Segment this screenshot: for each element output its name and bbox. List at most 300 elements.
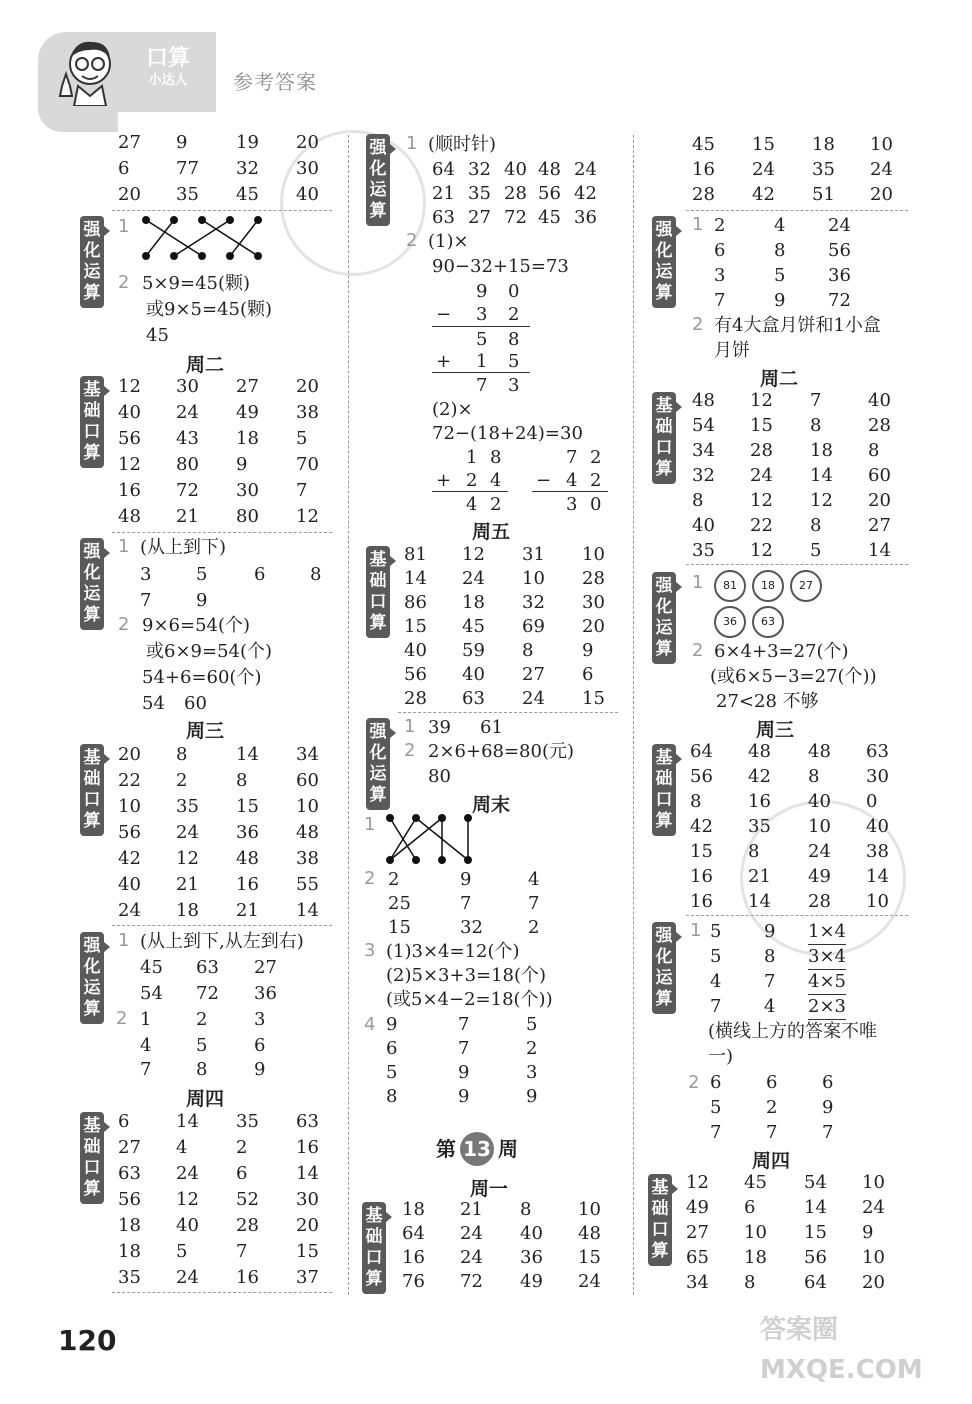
answer-cell: 7 <box>458 1038 470 1059</box>
answer-cell: 72 <box>196 983 219 1004</box>
answer-cell: 10 <box>578 1199 601 1220</box>
answer-cell: 2 <box>196 1009 208 1030</box>
answer-cell: 32 <box>460 917 483 938</box>
answer-cell: 12 <box>176 1189 199 1210</box>
answer-cell: 15 <box>404 616 427 637</box>
answer-cell: 5 <box>196 564 208 585</box>
section-divider <box>112 1292 332 1293</box>
answer-cell: 16 <box>690 891 713 912</box>
answer-cell: 56 <box>538 183 561 204</box>
answer-cell: 7 <box>528 893 540 914</box>
section-divider <box>398 712 618 713</box>
answer-cell: 2 <box>466 470 478 491</box>
answer-cell: 18 <box>744 1247 767 1268</box>
answer-cell: 24 <box>176 1163 199 1184</box>
answer-cell: 7 <box>766 1122 778 1143</box>
answer-cell: 7 <box>764 971 776 992</box>
answer-cell: 6 <box>710 1072 722 1093</box>
answer-cell: 2 <box>766 1097 778 1118</box>
answer-cell: 5 <box>196 1035 208 1056</box>
answer-cell: 8 <box>176 744 188 765</box>
answer-cell: 45 <box>140 957 163 978</box>
answer-cell: 6 <box>582 664 594 685</box>
answer-cell: 18 <box>810 440 833 461</box>
answer-cell: 56 <box>118 822 141 843</box>
answer-cell: 7 <box>460 893 472 914</box>
week-number-circle: 13 <box>460 1132 494 1166</box>
matching-lines-diagram <box>140 214 270 264</box>
answer-cell: 45 <box>692 134 715 155</box>
answer-cell: 7 <box>236 1241 248 1262</box>
answer-cell: 5 <box>710 946 722 967</box>
answer-cell: 48 <box>808 741 831 762</box>
section-divider <box>112 532 332 533</box>
answer-cell: 63 <box>432 207 455 228</box>
answer-cell: 20 <box>582 616 605 637</box>
answer-cell: 36 <box>254 983 277 1004</box>
answer-cell: 6 <box>118 1111 130 1132</box>
answer-cell: 72 <box>828 290 851 311</box>
answer-cell: 48 <box>748 741 771 762</box>
answer-cell: 81 <box>404 544 427 565</box>
answer-cell: 21 <box>176 874 199 895</box>
answer-cell: 40 <box>118 402 141 423</box>
answer-cell: 35 <box>236 1111 259 1132</box>
answer-cell: 2 <box>236 1137 248 1158</box>
question-number: 2 <box>692 314 704 335</box>
answer-cell: 3 <box>526 1062 538 1083</box>
answer-cell: 56 <box>118 1189 141 1210</box>
answer-cell: 20 <box>118 744 141 765</box>
answer-cell: 56 <box>404 664 427 685</box>
answer-cell: 2 <box>714 215 726 236</box>
answer-cell: 42 <box>574 183 597 204</box>
answer-cell: 5 <box>386 1062 398 1083</box>
answer-cell: 28 <box>868 415 891 436</box>
answer-cell: 40 <box>866 816 889 837</box>
day-heading: 周三 <box>186 720 225 742</box>
day-heading: 周三 <box>756 719 795 741</box>
answer-cell: 9 <box>774 290 786 311</box>
answer-line: (或6×5−3=27(个)) <box>710 666 877 687</box>
answer-cell: 10 <box>296 796 319 817</box>
answer-cell: 9 <box>458 1062 470 1083</box>
answer-line: 54+6=60(个) <box>142 667 262 688</box>
answer-cell: 27 <box>868 515 891 536</box>
answer-cell: 16 <box>118 480 141 501</box>
answer-cell: 45 <box>744 1172 767 1193</box>
answer-cell: 45 <box>538 207 561 228</box>
answer-cell: 10 <box>118 796 141 817</box>
answer-line: 45 <box>146 325 169 346</box>
answer-note: 一) <box>708 1046 734 1067</box>
answer-cell: 4 <box>140 1035 152 1056</box>
answer-cell: 49 <box>808 866 831 887</box>
answer-cell: 7 <box>710 996 722 1017</box>
answer-cell: 8 <box>774 240 786 261</box>
answer-cell: 34 <box>692 440 715 461</box>
answer-line: 6×4+3=27(个) <box>714 641 849 662</box>
answer-cell: 15 <box>804 1222 827 1243</box>
answer-cell: 16 <box>402 1247 425 1268</box>
answer-cell: 48 <box>578 1223 601 1244</box>
section-divider <box>686 210 908 211</box>
answer-cell: 8 <box>310 564 322 585</box>
answer-cell: 24 <box>574 159 597 180</box>
answer-cell: 27 <box>686 1222 709 1243</box>
question-number: 1 <box>404 716 416 737</box>
answer-cell: 27 <box>522 664 545 685</box>
answer-cell: 8 <box>810 415 822 436</box>
answer-cell: 5 <box>296 428 308 449</box>
answer-cell: 12 <box>686 1172 709 1193</box>
answer-cell: 5 <box>176 1241 188 1262</box>
answer-cell: 35 <box>118 1267 141 1288</box>
answer-cell: 60 <box>184 693 207 714</box>
answer-cell: 9 <box>822 1097 834 1118</box>
answer-cell: 72 <box>504 207 527 228</box>
section-divider <box>686 915 908 916</box>
brand-main: 口算 <box>145 46 190 71</box>
answer-line: 2×6+68=80(元) <box>428 741 575 762</box>
day-heading: 周一 <box>470 1178 509 1200</box>
answer-cell: 8 <box>692 490 704 511</box>
answer-cell: 24 <box>862 1197 885 1218</box>
answer-cell: 5 <box>526 1014 538 1035</box>
answer-cell: 76 <box>402 1271 425 1292</box>
answer-cell: 8 <box>490 447 502 468</box>
answer-cell: 12 <box>176 848 199 869</box>
day-heading: 周二 <box>760 368 799 390</box>
answer-cell: 56 <box>804 1247 827 1268</box>
question-number: 1 <box>692 214 704 235</box>
basic-label: 基 础 口 算 <box>648 1174 672 1266</box>
answer-cell: 24 <box>176 402 199 423</box>
question-number: 1 <box>692 572 704 593</box>
answer-cell: 45 <box>462 616 485 637</box>
answer-cell: 40 <box>520 1223 543 1244</box>
question-number: 2 <box>404 740 416 761</box>
section-divider <box>112 210 332 211</box>
answer-cell: 21 <box>748 866 771 887</box>
answer-cell: 6 <box>386 1038 398 1059</box>
question-number: 2 <box>406 230 418 251</box>
answer-cell: 35 <box>468 183 491 204</box>
answer-cell: 24 <box>828 215 851 236</box>
answer-cell: 36 <box>236 822 259 843</box>
answer-cell: 10 <box>582 544 605 565</box>
answer-cell: 42 <box>690 816 713 837</box>
answer-cell: 7 <box>140 1059 152 1080</box>
answer-cell: 30 <box>236 480 259 501</box>
answer-cell: 49 <box>520 1271 543 1292</box>
answer-cell: 64 <box>690 741 713 762</box>
answer-cell: 14 <box>868 540 891 561</box>
answer-cell: 3 <box>566 494 578 515</box>
answer-cell: 5 <box>810 540 822 561</box>
answer-cell: 15 <box>752 134 775 155</box>
answer-cell: 4×5 <box>808 970 846 995</box>
answer-cell: 9 <box>582 640 594 661</box>
answer-cell: 4 <box>528 869 540 890</box>
strengthen-label: 强 化 运 算 <box>652 216 676 308</box>
answer-cell: 35 <box>812 159 835 180</box>
answer-cell: 15 <box>690 841 713 862</box>
answer-cell: 63 <box>118 1163 141 1184</box>
answer-cell: 15 <box>236 796 259 817</box>
answer-cell: − <box>536 470 552 491</box>
answer-cell: 7 <box>810 390 822 411</box>
answer-cell: 8 <box>196 1059 208 1080</box>
answer-cell: 35 <box>692 540 715 561</box>
answer-cell: 48 <box>538 159 561 180</box>
answer-cell: 1 <box>466 447 478 468</box>
answer-cell: 36 <box>520 1247 543 1268</box>
answer-cell: 65 <box>686 1247 709 1268</box>
answer-cell: 15 <box>296 1241 319 1262</box>
answer-cell: 48 <box>236 848 259 869</box>
answer-cell: 48 <box>118 506 141 527</box>
answer-cell: 40 <box>462 664 485 685</box>
answer-cell: 64 <box>402 1223 425 1244</box>
answer-cell: 10 <box>870 134 893 155</box>
answer-cell: 38 <box>866 841 889 862</box>
answer-cell: 56 <box>828 240 851 261</box>
answer-cell: 9 <box>196 590 208 611</box>
answer-cell: 28 <box>692 184 715 205</box>
question-number: 3 <box>364 940 376 961</box>
answer-cell: 18 <box>176 900 199 921</box>
answer-cell: 5 <box>710 1097 722 1118</box>
answer-line: 90−32+15=73 <box>432 256 569 277</box>
answer-cell: 4 <box>764 996 776 1017</box>
answer-cell: 54 <box>142 693 165 714</box>
answer-cell: 28 <box>750 440 773 461</box>
answer-cell: 52 <box>236 1189 259 1210</box>
basic-label: 基 础 口 算 <box>362 1202 386 1294</box>
answer-line: (或5×4−2=18(个)) <box>386 989 553 1010</box>
answer-cell: 9 <box>458 1086 470 1107</box>
answer-cell: 2 <box>590 447 602 468</box>
answer-cell: 3 <box>476 304 488 325</box>
answer-cell: 35 <box>748 816 771 837</box>
answer-cell: 8 <box>868 440 880 461</box>
answer-cell: 28 <box>808 891 831 912</box>
answer-cell: 77 <box>176 158 199 179</box>
answer-cell: 54 <box>692 415 715 436</box>
answer-cell: 16 <box>236 1267 259 1288</box>
answer-cell: 4 <box>466 494 478 515</box>
answer-cell: 12 <box>750 540 773 561</box>
answer-cell: 24 <box>870 159 893 180</box>
day-heading: 周四 <box>186 1088 225 1110</box>
answer-cell: 6 <box>744 1197 756 1218</box>
number-ball: 18 <box>752 570 784 602</box>
answer-cell: 15 <box>388 917 411 938</box>
answer-cell: 6 <box>118 158 130 179</box>
answer-cell: 2 <box>590 470 602 491</box>
answer-cell: 5 <box>774 265 786 286</box>
answer-cell: 39 <box>428 717 451 738</box>
answer-cell: 19 <box>236 132 259 153</box>
answer-cell: 18 <box>402 1199 425 1220</box>
answer-cell: 12 <box>118 376 141 397</box>
answer-cell: 63 <box>296 1111 319 1132</box>
answer-cell: 3 <box>508 375 520 396</box>
answer-cell: 8 <box>748 841 760 862</box>
answer-cell: 8 <box>764 946 776 967</box>
answer-cell: 42 <box>748 766 771 787</box>
answer-cell: 16 <box>690 866 713 887</box>
answer-cell: 27 <box>254 957 277 978</box>
answer-cell: 32 <box>236 158 259 179</box>
answer-cell: 24 <box>750 465 773 486</box>
answer-cell: 4 <box>774 215 786 236</box>
answer-cell: 24 <box>176 1267 199 1288</box>
answer-cell: 2 <box>508 304 520 325</box>
answer-cell: 7 <box>714 290 726 311</box>
answer-cell: 36 <box>828 265 851 286</box>
answer-cell: 3 <box>714 265 726 286</box>
answer-cell: 12 <box>296 506 319 527</box>
answer-cell: 5 <box>710 921 722 942</box>
answer-cell: 20 <box>296 376 319 397</box>
answer-line: 80 <box>428 766 451 787</box>
answer-cell: 12 <box>118 454 141 475</box>
answer-cell: 30 <box>176 376 199 397</box>
question-number: 1 <box>690 920 702 941</box>
answer-cell: 24 <box>522 688 545 709</box>
answer-cell: 14 <box>404 568 427 589</box>
answer-cell: 48 <box>692 390 715 411</box>
answer-cell: 49 <box>236 402 259 423</box>
column-divider <box>633 135 634 1295</box>
answer-cell: 27 <box>468 207 491 228</box>
answer-cell: 35 <box>176 796 199 817</box>
answer-cell: 20 <box>868 490 891 511</box>
answer-line: 27<28 不够 <box>716 691 819 712</box>
answer-cell: 7 <box>140 590 152 611</box>
answer-line: 72−(18+24)=30 <box>432 423 583 444</box>
reference-answers-title: 参考答案 <box>233 70 317 94</box>
answer-cell: 6 <box>254 564 266 585</box>
answer-cell: 32 <box>468 159 491 180</box>
answer-cell: 7 <box>476 375 488 396</box>
answer-cell: 7 <box>822 1122 834 1143</box>
answer-cell: 5 <box>508 351 520 372</box>
answer-cell: 20 <box>296 1215 319 1236</box>
answer-cell: 12 <box>462 544 485 565</box>
day-heading: 周四 <box>752 1150 791 1172</box>
answer-cell: 12 <box>810 490 833 511</box>
answer-cell: 1×4 <box>808 920 846 945</box>
answer-cell: 86 <box>404 592 427 613</box>
mascot-icon <box>52 34 124 106</box>
answer-cell: 4 <box>490 470 502 491</box>
answer-cell: 0 <box>590 494 602 515</box>
answer-cell: 63 <box>462 688 485 709</box>
answer-cell: 7 <box>566 447 578 468</box>
strengthen-label: 强 化 运 算 <box>80 538 104 630</box>
answer-cell: 27 <box>118 132 141 153</box>
answer-cell: 9 <box>386 1014 398 1035</box>
answer-cell: 4 <box>710 971 722 992</box>
answer-cell: 38 <box>296 402 319 423</box>
answer-cell: 10 <box>862 1247 885 1268</box>
answer-cell: 5 <box>476 329 488 350</box>
answer-cell: 40 <box>176 1215 199 1236</box>
answer-cell: 20 <box>296 132 319 153</box>
answer-cell: 7 <box>710 1122 722 1143</box>
answer-cell: 21 <box>176 506 199 527</box>
answer-cell: 64 <box>804 1272 827 1293</box>
answer-line: 5×9=45(颗) <box>142 273 251 294</box>
answer-cell: − <box>436 304 452 325</box>
answer-cell: 31 <box>522 544 545 565</box>
answer-cell: 8 <box>810 515 822 536</box>
answer-cell: 21 <box>460 1199 483 1220</box>
answer-cell: 69 <box>522 616 545 637</box>
matching-lines-diagram <box>384 812 474 868</box>
answer-line: (1)× <box>428 231 469 252</box>
basic-label: 基 础 口 算 <box>366 546 390 638</box>
answer-cell: 40 <box>296 184 319 205</box>
answer-cell: 10 <box>808 816 831 837</box>
answer-cell: 60 <box>296 770 319 791</box>
basic-label: 基 础 口 算 <box>652 744 676 836</box>
answer-cell: 7 <box>458 1014 470 1035</box>
answer-cell: 14 <box>296 900 319 921</box>
answer-cell: 60 <box>868 465 891 486</box>
answer-cell: 24 <box>460 1223 483 1244</box>
answer-cell: 6 <box>254 1035 266 1056</box>
answer-cell: 28 <box>504 183 527 204</box>
basic-label: 基 础 口 算 <box>80 1112 104 1204</box>
basic-label: 基 础 口 算 <box>80 744 104 836</box>
answer-cell: 61 <box>480 717 503 738</box>
answer-cell: 18 <box>236 428 259 449</box>
strengthen-label: 强 化 运 算 <box>80 216 104 308</box>
answer-line: 有4大盒月饼和1小盒 <box>714 315 881 336</box>
answer-cell: 51 <box>812 184 835 205</box>
answer-cell: 32 <box>522 592 545 613</box>
answer-cell: 2 <box>528 917 540 938</box>
answer-cell: 24 <box>176 822 199 843</box>
answer-cell: 3×4 <box>808 945 846 970</box>
answer-cell: 15 <box>578 1247 601 1268</box>
answer-cell: 72 <box>176 480 199 501</box>
answer-cell: 8 <box>386 1086 398 1107</box>
answer-cell: 24 <box>462 568 485 589</box>
answer-cell: 8 <box>690 791 702 812</box>
answer-cell: 54 <box>804 1172 827 1193</box>
answer-cell: 9 <box>176 132 188 153</box>
answer-cell: 42 <box>118 848 141 869</box>
question-number: 1 <box>118 930 130 951</box>
answer-cell: 10 <box>522 568 545 589</box>
question-number: 4 <box>364 1014 376 1035</box>
answer-cell: 10 <box>744 1222 767 1243</box>
answer-cell: 6 <box>714 240 726 261</box>
page-number: 120 <box>58 1324 117 1357</box>
answer-line: (从上到下) <box>140 537 227 558</box>
answer-cell: 2 <box>526 1038 538 1059</box>
basic-label: 基 础 口 算 <box>652 392 676 484</box>
answer-cell: 9 <box>254 1059 266 1080</box>
answer-cell: 3 <box>254 1009 266 1030</box>
answer-cell: 4 <box>566 470 578 491</box>
question-number: 1 <box>364 814 376 835</box>
